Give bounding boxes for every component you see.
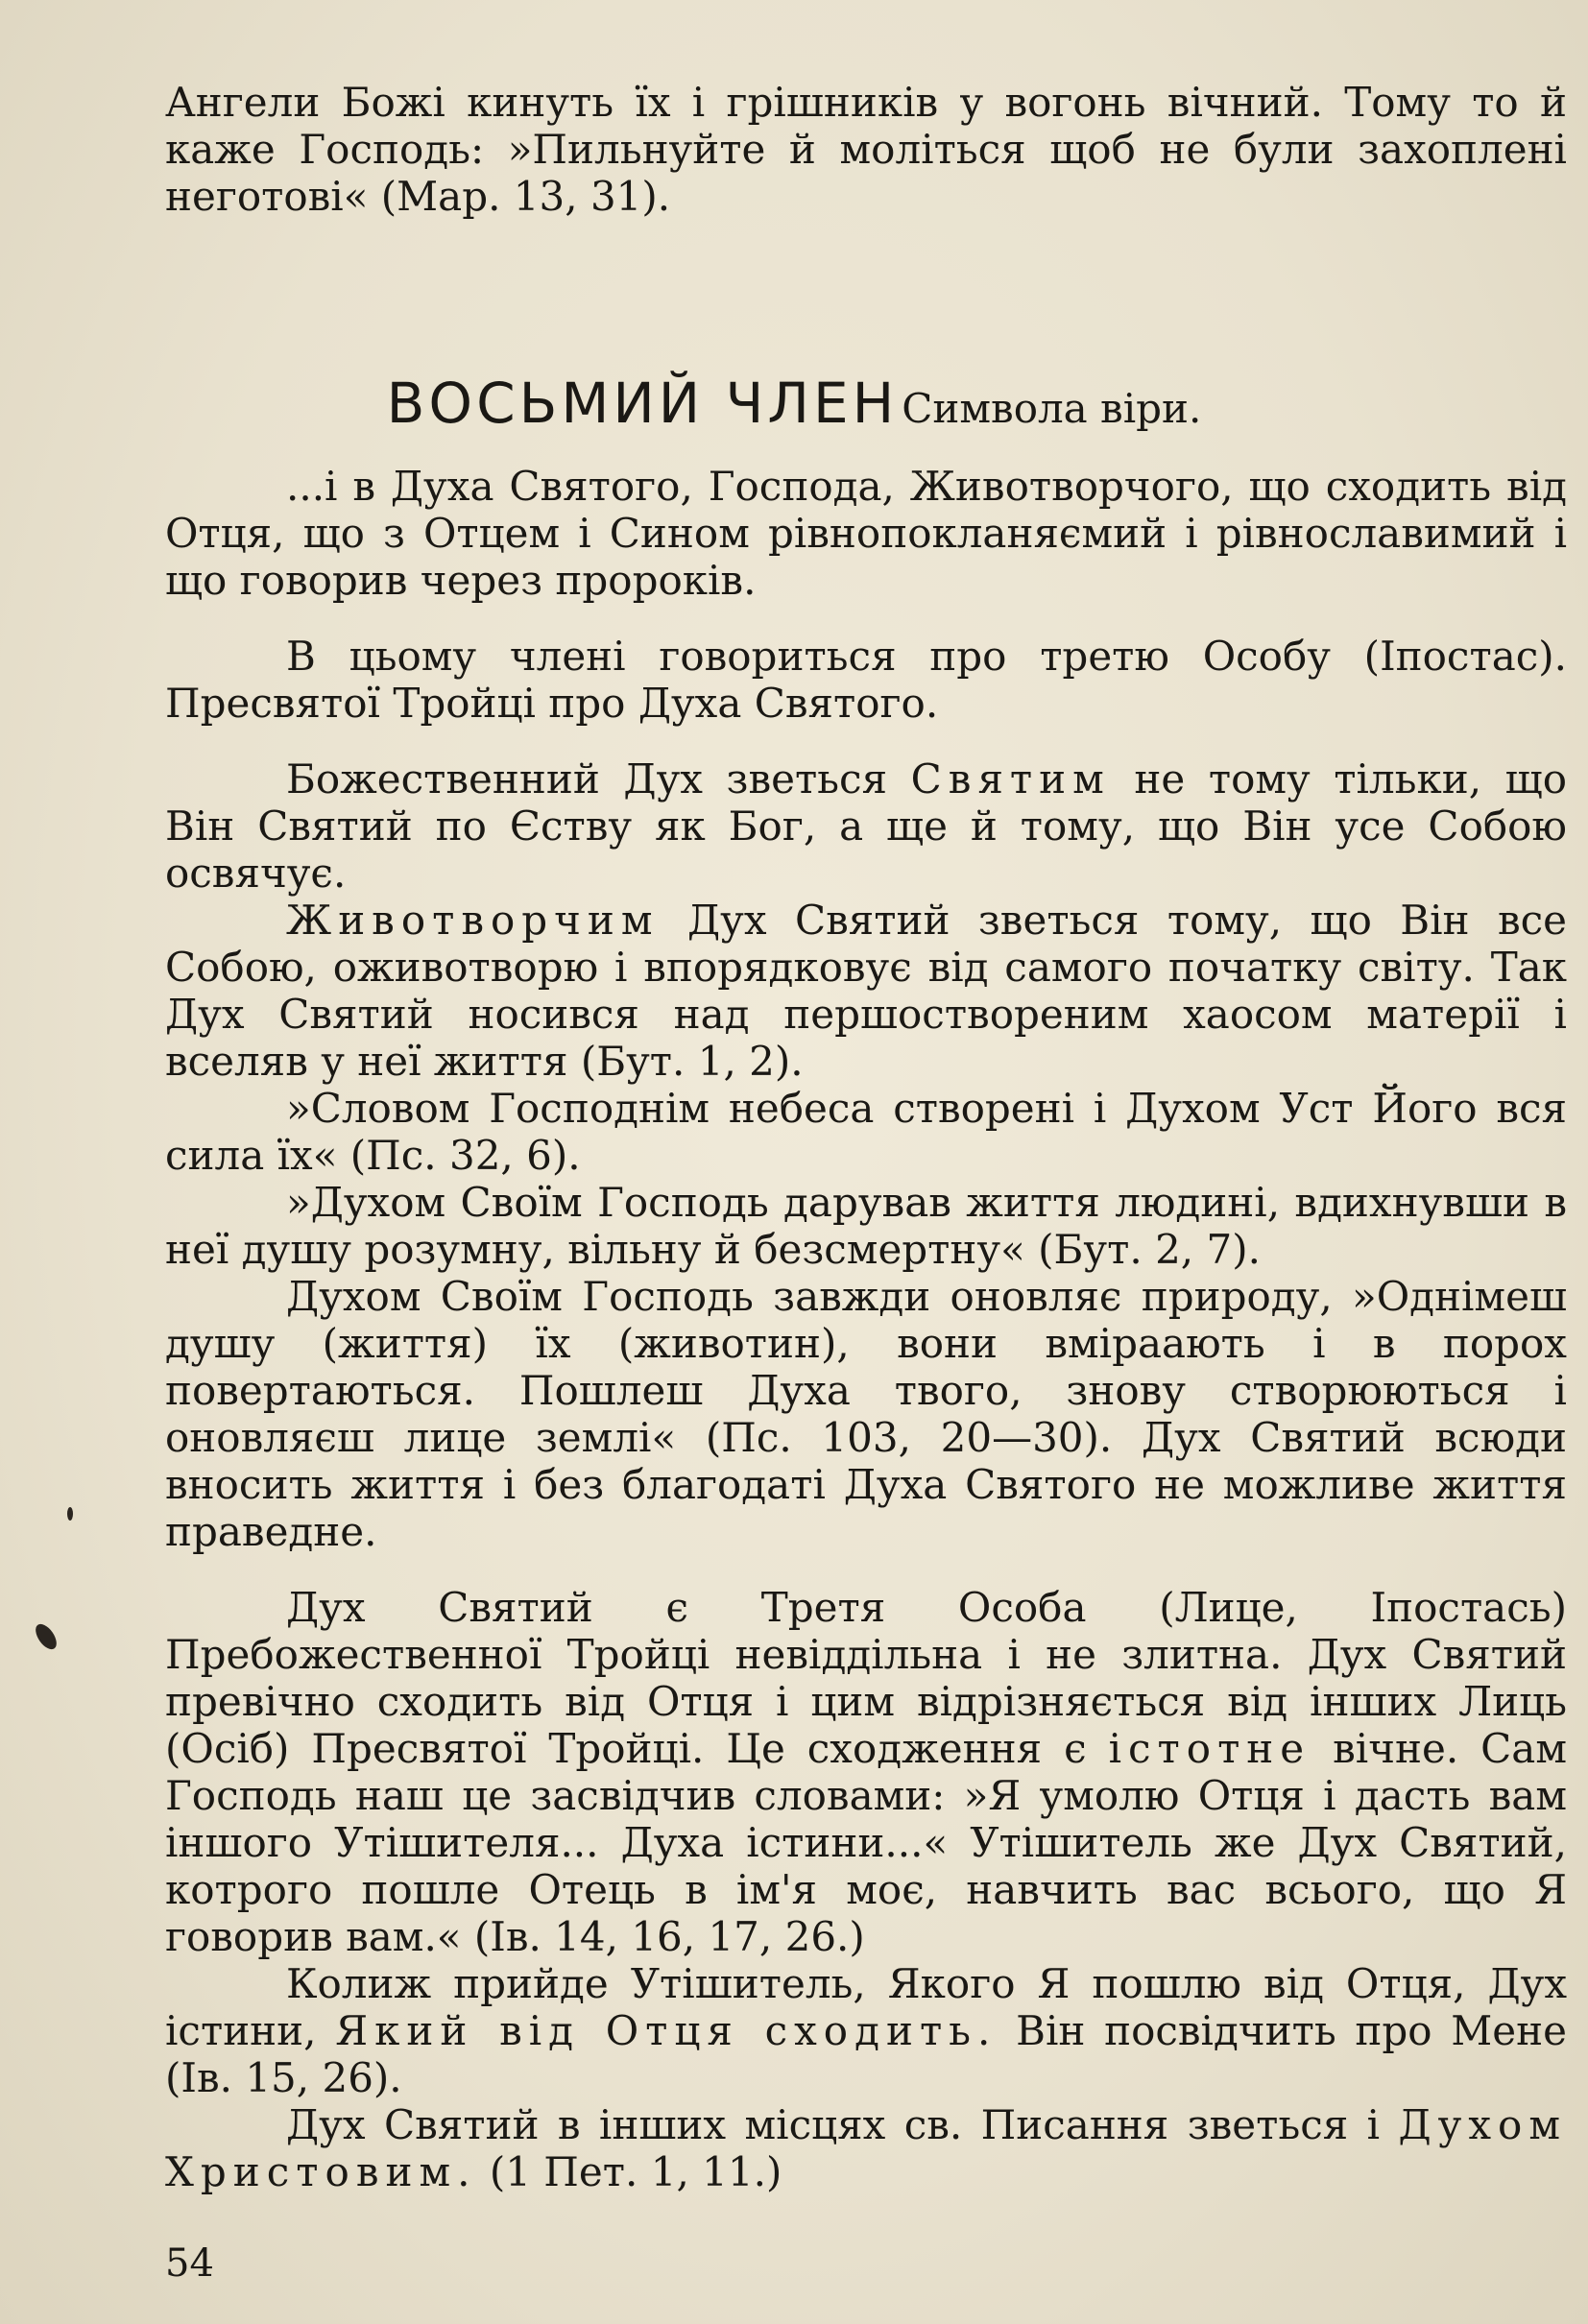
p7-text-before: Дух Святий є Третя Особа (Лице, Іпостась) Пребожественної Тройці невіддільна і не злитна. Дух Святий превічно сходить від Отця і цим відрізняється від інших Лиць (Осіб) Пресвятої Тройці. Це сходження є: [165, 1584, 1567, 1772]
paragraph-6: Духом Своїм Господь завжди оновляє природу, »Однімеш душу (життя) їх (животин), вони вміраають і в порох повертаються. Пошлеш Духа твого, знову створюються і оновляєш лице землі« (Пс. 103, 20—30). Дух Святий всюди вносить життя і без благодаті Духа Святого не можливе життя праведне.: [165, 1273, 1567, 1555]
heading-sub: Символа віри.: [902, 385, 1202, 432]
paragraph-9: [165, 2101, 1567, 2195]
intro-paragraph: Ангели Божі кинуть їх і грішників у вогонь вічний. Тому то й каже Господь: »Пильнуйте й моліться щоб не були захоплені неготові« (Мар. 13, 31).: [165, 79, 1567, 220]
ink-blot: [32, 1620, 60, 1653]
paragraph-8: [165, 1960, 1567, 2101]
page-number: 54: [165, 2241, 214, 2286]
p8-spaced-words: Який від Отця сходить.: [335, 2007, 998, 2054]
p3-spaced-word: Животворчим: [286, 897, 660, 944]
section-heading: [0, 371, 1588, 436]
heading-main: ВОСЬМИЙ ЧЛЕН: [386, 371, 899, 436]
creed-quote: ...і в Духа Святого, Господа, Животворчого, що сходить від Отця, що з Отцем і Сином рівнопокланяємий і рівнославимий і що говорив через пророків.: [165, 463, 1567, 604]
p9-text-before: Дух Святий в інших місцях св. Писання зветься і: [286, 2101, 1381, 2148]
p2-text-before: Божественний Дух зветься: [286, 755, 888, 803]
p9-text-after: (1 Пет. 1, 11.): [489, 2148, 782, 2195]
intro-block: [165, 79, 1567, 220]
p7-spaced-word: істотне: [1108, 1725, 1311, 1772]
paragraph-4: »Словом Господнім небеса створені і Духом Уст Його вся сила їх« (Пс. 32, 6).: [165, 1085, 1567, 1179]
p7-text-after: вічне. Сам Господь наш це засвідчив словами: »Я умолю Отця і дасть вам іншого Утішителя... Духа істини...« Утішитель же Дух Святий, котрого пошле Отець в ім'я моє, навчить вас всього, що Я говорив вам.« (Ів. 14, 16, 17, 26.): [165, 1725, 1568, 1960]
p3-text-after: Дух Святий зветься тому, що Він все Собою, оживотворю і впорядковує від самого початку світу. Так Дух Святий носився над першоствореним хаосом матерії і вселяв у неї життя (Бут. 1, 2).: [165, 897, 1567, 1085]
paragraph-1: В цьому члені говориться про третю Особу (Іпостас). Пресвятої Тройці про Духа Святого.: [165, 633, 1567, 727]
p2-spaced-word: Святим: [910, 755, 1111, 803]
p8-text-after: Він посвідчить про Мене (Ів. 15, 26).: [165, 2007, 1567, 2101]
p9-spaced-words: Духом Христовим.: [165, 2101, 1567, 2195]
paragraph-2: [165, 755, 1567, 897]
p2-text-after: не тому тільки, що Він Святий по Єству як Бог, а ще й тому, що Він усе Собою освячує.: [165, 755, 1568, 897]
ink-speck: [67, 1507, 73, 1521]
body-text: [165, 463, 1567, 2195]
paragraph-3: [165, 897, 1567, 1085]
p8-text-before: Колиж прийде Утішитель, Якого Я пошлю від Отця, Дух істини,: [165, 1960, 1567, 2054]
paragraph-5: »Духом Своїм Господь дарував життя людині, вдихнувши в неї душу розумну, вільну й безсмертну« (Бут. 2, 7).: [165, 1179, 1567, 1273]
paragraph-7: [165, 1584, 1567, 1960]
